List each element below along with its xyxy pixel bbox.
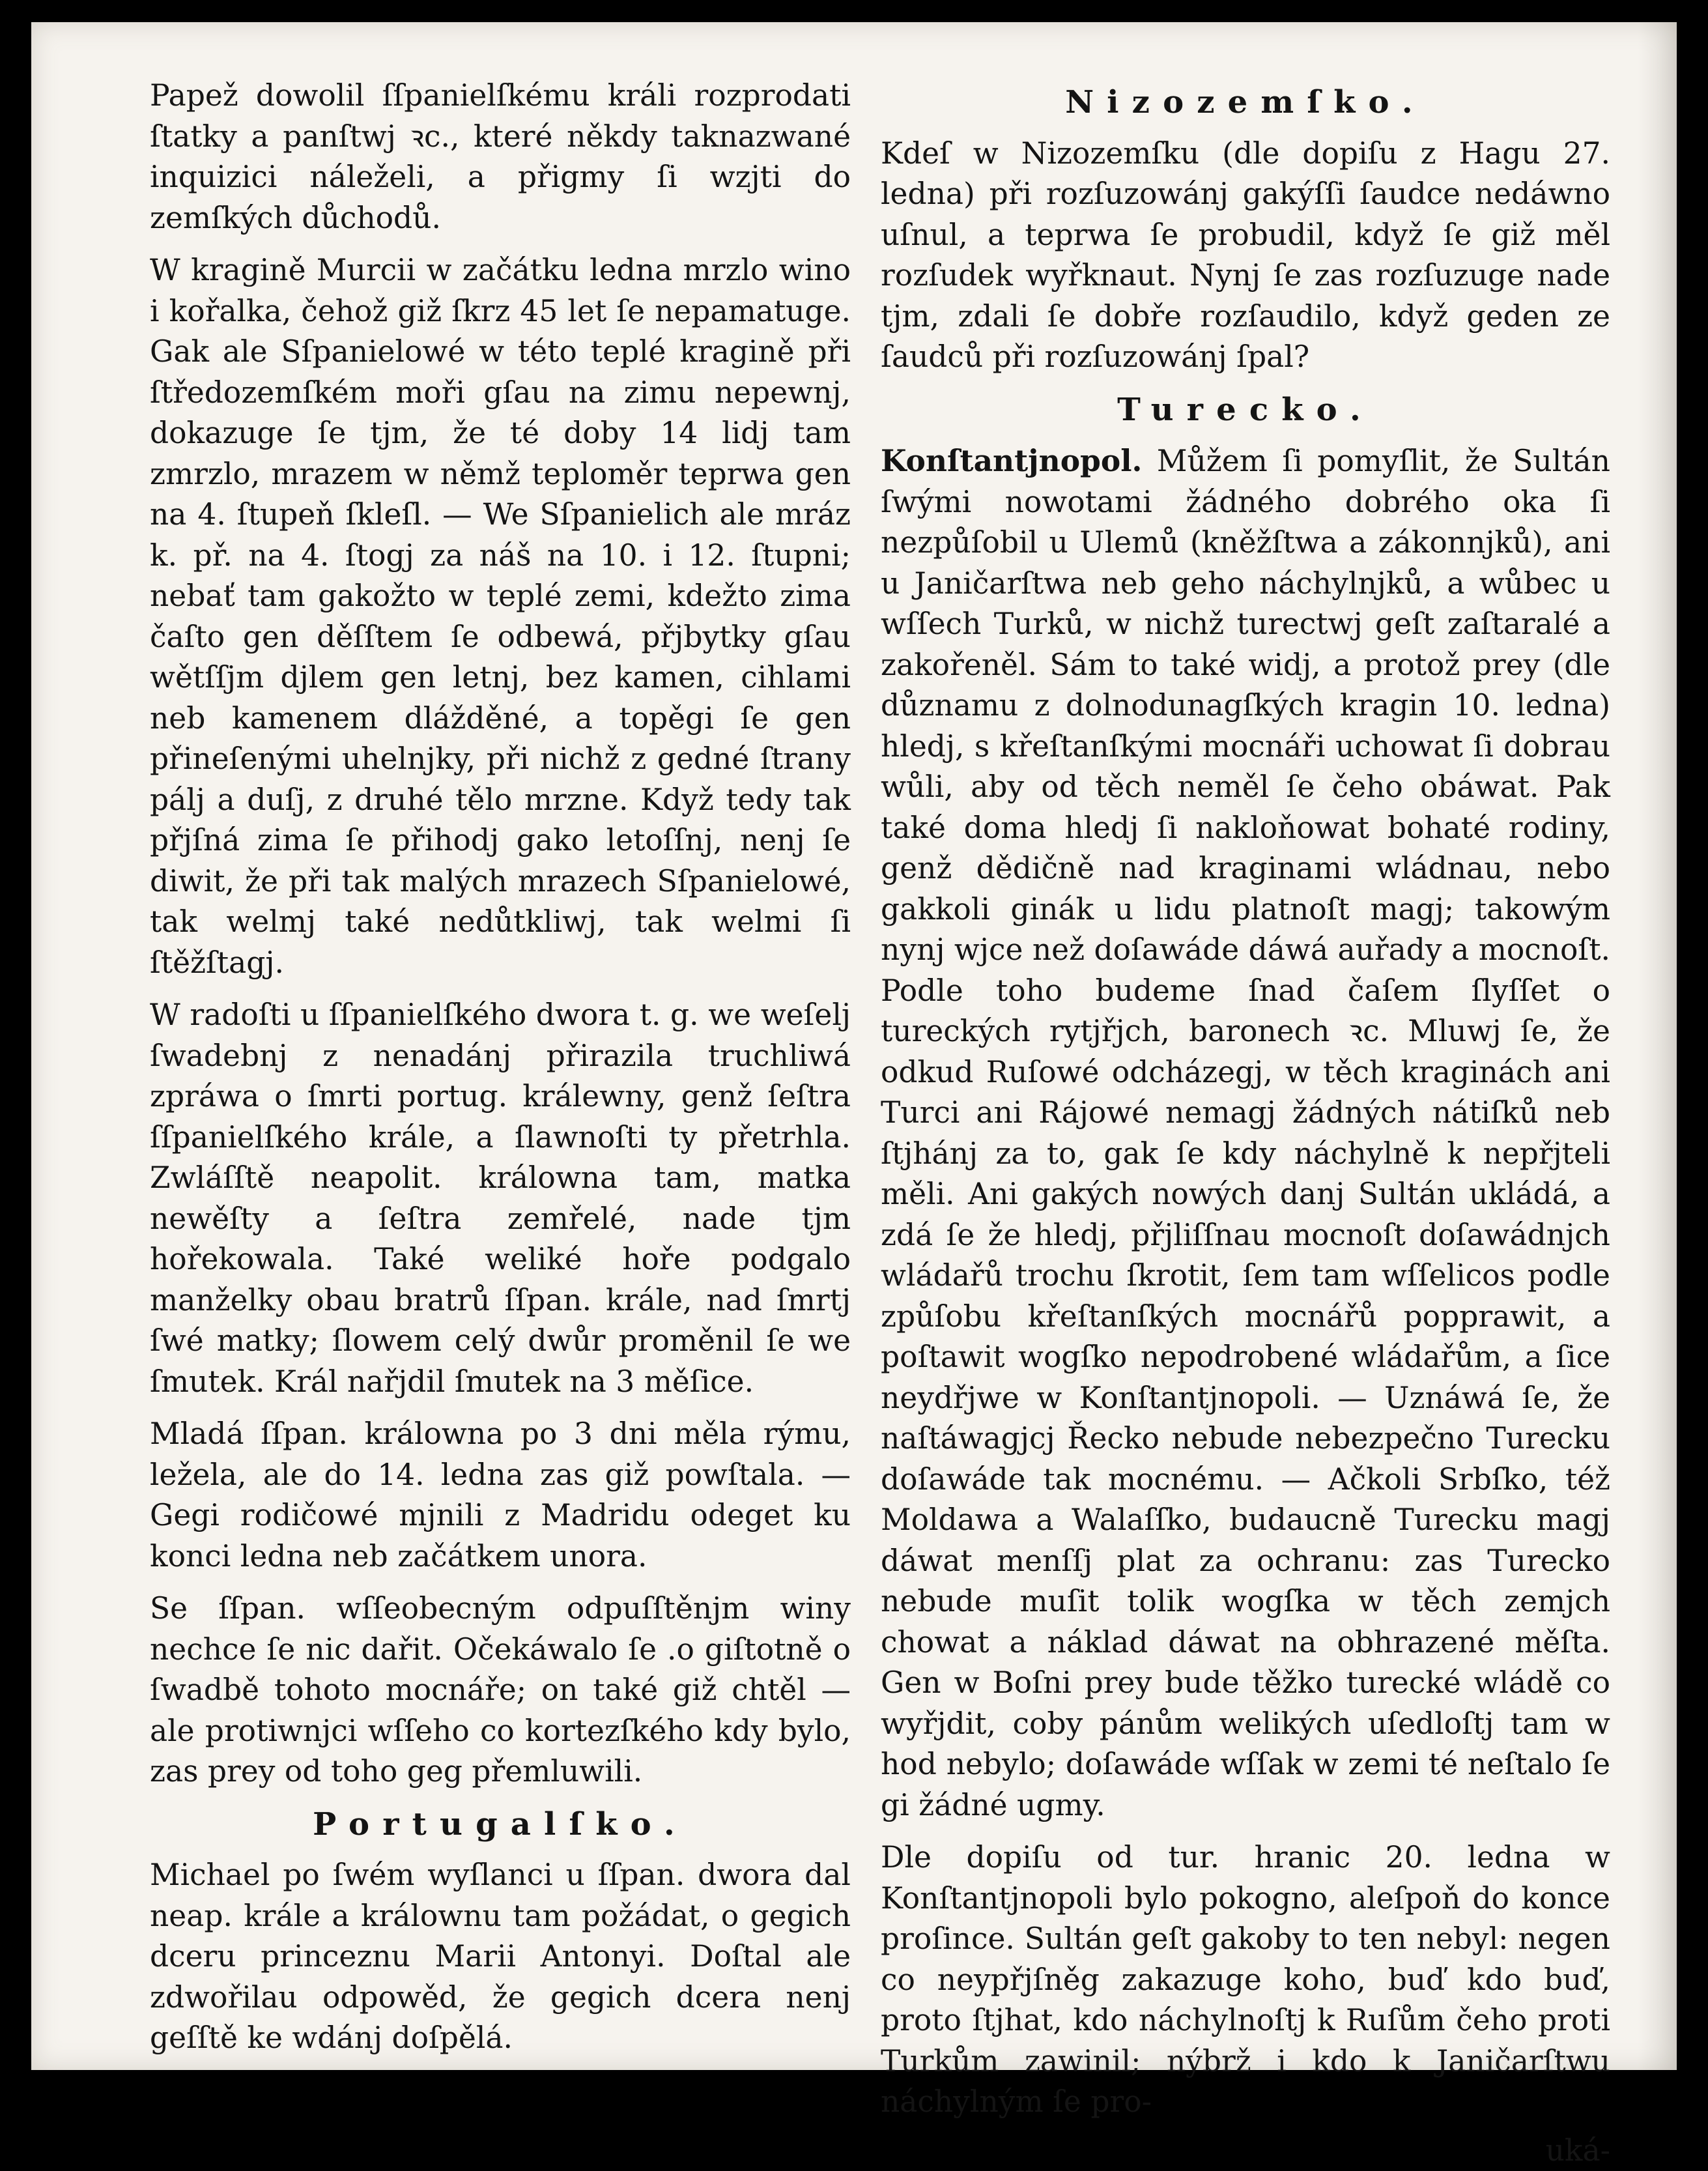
paragraph-border-letter: Dle dopiſu od tur. hranic 20. ledna w Konſtantjnopoli bylo pokogno, aleſpoň do konce proſince. Sultán geſt gakoby to ten nebyl: negen co neypřjſněg zakazuge koho, buď kdo buď, proto ſtjhat, kdo náchylnoſtj k Ruſům čeho proti Turkům zawinil; nýbrž i kdo k Janičarſtwu náchylným ſe pro- — [881, 1837, 1610, 2123]
paragraph-spanish-court: W radoſti u ſſpanielſkého dwora t. g. we weſelj ſwadebnj z nenadánj přirazila truchliwá zpráwa o ſmrti portug. králewny, genž ſeſtra ſſpanielſkého krále, a ſlawnoſti ty přetrhla. Zwláſſtě neapolit. králowna tam, matka newěſty a ſeſtra zemřelé, nade tjm hořekowala. Také weliké hoře podgalo manželky obau bratrů ſſpan. krále, nad ſmrtj ſwé matky; ſlowem celý dwůr proměnil ſe we ſmutek. Král nařjdil ſmutek na 3 měſice. — [150, 995, 851, 1402]
dateline-konstantinopol: Konſtantjnopol. — [881, 443, 1142, 478]
heading-nizozemsko: Nizozemſko. — [881, 82, 1610, 123]
paragraph-michael: Michael po ſwém wyſlanci u ſſpan. dwora dal neap. krále a králownu tam požádat, o gegich dceru princeznu Marii Antonyi. Doſtal ale zdwořilau odpowěd, že gegich dcera nenj geſſtě ke wdánj doſpělá. — [150, 1855, 851, 2059]
left-column — [150, 76, 851, 2071]
paragraph-konstantinopol-text: Můžem ſi pomyſlit, že Sultán ſwými nowotami žádného dobrého oka ſi nezpůſobil u Ulemů (kněžſtwa a zákonnjků), ani u Janičarſtwa neb geho náchylnjků, a wůbec u wſſech Turků, w nichž turectwj geſt zaſtaralé a zakořeněl. Sám to také widj, a protož prey (dle důznamu z dolnodunagſkých kragin 10. ledna) hledj, s křeſtanſkými mocnáři uchowat ſi dobrau wůli, aby od těch neměl ſe čeho obáwat. Pak také doma hledj ſi nakloňowat bohaté rodiny, genž dědičně nad kraginami wládnau, nebo gakkoli ginák u lidu platnoſt magj; takowým nynj wjce než doſawáde dáwá auřady a mocnoſt. Podle toho budeme ſnad čaſem ſlyſſet o tureckých rytjřjch, baronech ꝛc. Mluwj ſe, že odkud Ruſowé odcházegj, w těch kraginách ani Turci ani Rájowé nemagj žádných nátiſků neb ſtjhánj za to, gak ſe kdy náchylně k nepřjteli měli. Ani gakých nowých danj Sultán ukládá, a zdá ſe že hledj, přjliſſnau mocnoſt doſawádnjch wládařů trochu ſkrotit, ſem tam wſſelicos podle způſobu křeſtanſkých mocnářů popprawit, a poſtawit wogſko nepodrobené wládařům, a ſice neydřjwe w Konſtantjnopoli. — Uznáwá ſe, že naſtáwagjcj Řecko nebude nebezpečno Turecku doſawáde tak mocnému. — Ačkoli Srbſko, též Moldawa a Walaſſko, budaucně Turecku magj dáwat menſſj plat za ochranu: zas Turecko nebude muſit tolik wogſka w těch zemjch chowat a náklad dáwat na obhrazené měſta. Gen w Boſni prey bude těžko turecké wládě co wyřjdit, coby pánům welikých uſedloſtj tam w hod nebylo; doſawáde wſſak w zemi té neſtalo ſe gi žádné ugmy. — [881, 444, 1610, 1822]
newspaper-page — [31, 22, 1677, 2070]
page-edge-shadow — [1638, 22, 1677, 2070]
paragraph-young-queen: Mladá ſſpan. králowna po 3 dni měla rýmu, ležela, ale do 14. ledna zas giž powſtala. — Gegi rodičowé mjnili z Madridu odeget ku konci ledna neb začátkem unora. — [150, 1414, 851, 1577]
heading-portugal: Portugalſko. — [150, 1804, 851, 1845]
paragraph-sleeping-judge: Kdeſ w Nizozemſku (dle dopiſu z Hagu 27. ledna) při rozſuzowánj gakýſſi ſaudce nedáwno uſnul, a teprwa ſe probudil, když ſe giž měl rozſudek wyřknaut. Nynj ſe zas rozſuzuge nade tjm, zdali ſe dobře rozſaudilo, když geden ze ſaudců při rozſuzowánj ſpal? — [881, 134, 1610, 378]
catchword: uká- — [881, 2131, 1610, 2171]
paragraph-amnesty: Se ſſpan. wſſeobecným odpuſſtěnjm winy nechce ſe nic dařit. Očekáwalo ſe .o giſtotně o ſwadbě tohoto mocnáře; on také giž chtěl — ale protiwnjci wſſeho co kortezſkého kdy bylo, zas prey od toho geg přemluwili. — [150, 1589, 851, 1792]
heading-turecko: Turecko. — [881, 390, 1610, 431]
paragraph-konstantinopol — [881, 440, 1610, 1826]
paragraph-papez: Papež dowolil ſſpanielſkému králi rozprodati ſtatky a panſtwj ꝛc., které někdy taknazwané inquizici náleželi, a přigmy ſi wzjti do zemſkých důchodů. — [150, 76, 851, 238]
paragraph-murcia: W kragině Murcii w začátku ledna mrzlo wino i kořalka, čehož giž ſkrz 45 let ſe nepamatuge. Gak ale Sſpanielowé w této teplé kragině při ſtředozemſkém moři gſau na zimu nepewnj, dokazuge ſe tjm, že té doby 14 lidj tam zmrzlo, mrazem w němž teploměr teprwa gen na 4. ſtupeň ſkleſl. — We Sſpanielich ale mráz k. př. na 4. ſtogj za náš na 10. i 12. ſtupni; nebať tam gakožto w teplé zemi, kdežto zima čaſto gen děſſtem ſe odbewá, přjbytky gſau wětſſjm djlem gen letnj, bez kamen, cihlami neb kamenem dlážděné, a topěgi ſe gen přineſenými uhelnjky, při nichž z gedné ſtrany pálj a duſj, z druhé tělo mrzne. Když tedy tak přjſná zima ſe přihodj gako letoſſnj, nenj ſe diwit, že při tak malých mrazech Sſpanielowé, tak welmj také nedůtkliwj, tak welmi ſi ſtěžſtagj. — [150, 250, 851, 983]
right-column — [881, 76, 1610, 2171]
